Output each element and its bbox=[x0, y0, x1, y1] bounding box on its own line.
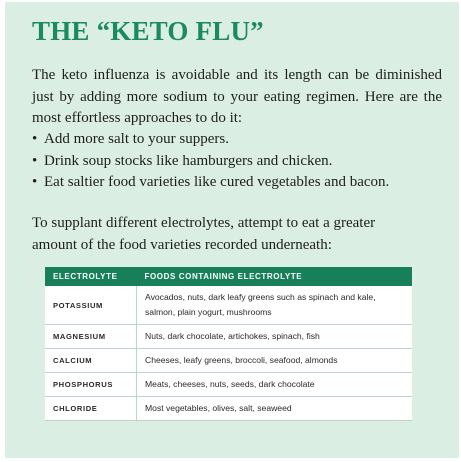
column-header-foods: FOODS CONTAINING ELECTROLYTE bbox=[137, 267, 413, 286]
table-header-row bbox=[45, 267, 412, 286]
list-item: • Add more salt to your suppers. bbox=[32, 129, 389, 151]
electrolytes-paragraph: To supplant different electrolytes, attempt to eat a greater amount of the food varieties recorded underneath: bbox=[32, 215, 376, 253]
table-row bbox=[45, 397, 412, 421]
electrolyte-cell: CALCIUM bbox=[45, 349, 137, 373]
table-row bbox=[45, 286, 412, 325]
electrolyte-cell: POTASSIUM bbox=[45, 286, 137, 325]
foods-cell: Avocados, nuts, dark leafy greens such as spinach and kale, salmon, plain yogurt, mushrooms bbox=[137, 286, 413, 325]
intro-paragraph: The keto influenza is avoidable and its length can be diminished just by adding more sodium to your eating regimen. Here are the most effortless approaches to do it: bbox=[32, 67, 442, 126]
foods-cell: Meats, cheeses, nuts, seeds, dark chocolate bbox=[137, 373, 413, 397]
page-title: THE “KETO FLU” bbox=[32, 16, 264, 46]
electrolyte-cell: MAGNESIUM bbox=[45, 325, 137, 349]
list-item: • Drink soup stocks like hamburgers and chicken. bbox=[32, 151, 389, 173]
table-row bbox=[45, 349, 412, 373]
table-row bbox=[45, 373, 412, 397]
foods-cell: Cheeses, leafy greens, broccoli, seafood, almonds bbox=[137, 349, 413, 373]
column-header-electrolyte: ELECTROLYTE bbox=[45, 267, 137, 286]
electrolyte-table bbox=[45, 267, 412, 421]
foods-cell: Most vegetables, olives, salt, seaweed bbox=[137, 397, 413, 421]
table-row bbox=[45, 325, 412, 349]
list-item: • Eat saltier food varieties like cured vegetables and bacon. bbox=[32, 172, 389, 194]
electrolyte-cell: CHLORIDE bbox=[45, 397, 137, 421]
tips-list bbox=[32, 129, 389, 194]
electrolyte-cell: PHOSPHORUS bbox=[45, 373, 137, 397]
foods-cell: Nuts, dark chocolate, artichokes, spinach, fish bbox=[137, 325, 413, 349]
